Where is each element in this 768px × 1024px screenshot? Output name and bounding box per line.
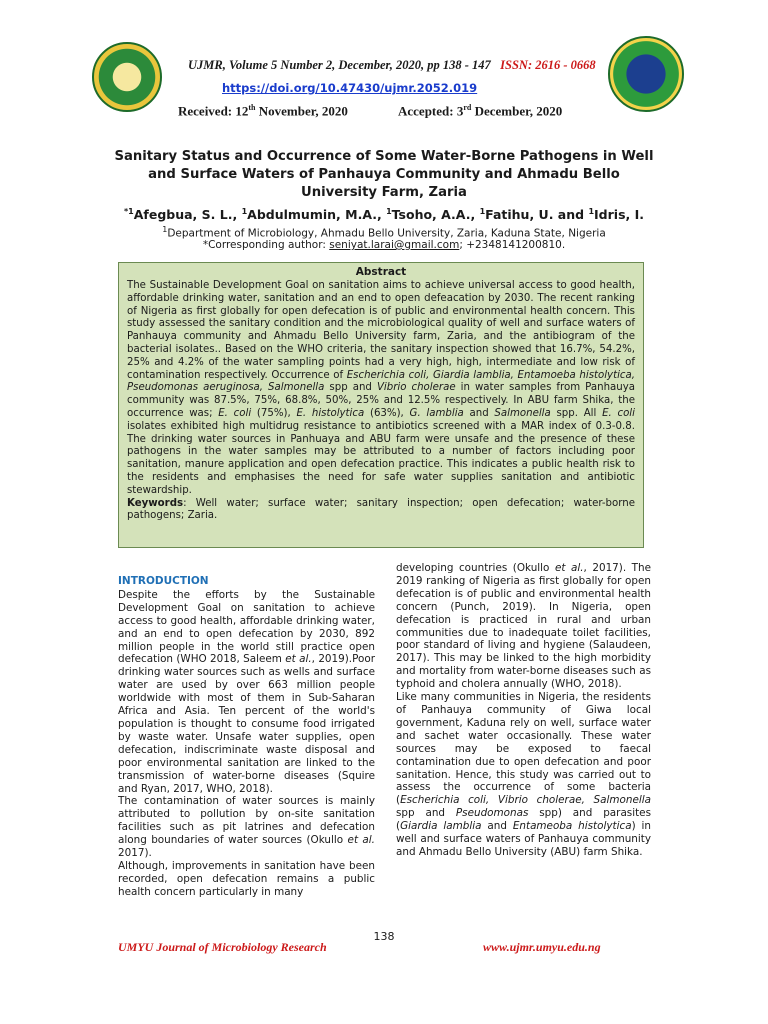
affiliation: $^1$Department of Microbiology, Ahmadu Bello University, Zaria, Kaduna State, Nigeria — [162, 225, 606, 240]
corresponding-author: *Corresponding author: seniyat.larai@gmail.com; +2348141200810. — [202, 239, 566, 251]
abstract-heading: Abstract — [355, 266, 407, 278]
author-list: $^{*1}$Afegbua, S. L., $^1$Abdulmumin, M.A., $^1$Tsoho, A.A., $^1$Fatihu, U. and $^1$Idris, I. — [123, 207, 645, 223]
intro-paragraph: The contamination of water sources is mainly attributed to pollution by on-site sanitation facilities such as pit latrines and defecation along boundaries of water sources (Okullo et al. 2017). — [118, 795, 375, 860]
received-date: Received: 12th November, 2020 — [178, 103, 348, 119]
keywords: Keywords: Well water; surface water; sanitary inspection; open defecation; water-borne pathogens; Zaria. — [127, 497, 635, 522]
introduction-left-column — [118, 575, 375, 899]
intro-paragraph: Like many communities in Nigeria, the residents of Panhauya community of Giwa local government, Kaduna rely on well, surface water and sachet water occasionally. These water sources may be exposed to faecal contamination due to open defecation and poor sanitation. Hence, this study was carried out to assess the occurrence of some bacteria (Escherichia coli, Vibrio cholerae, Salmonella spp and Pseudomonas spp) and parasites (Giardia lamblia and Entameoba histolytica) in well and surface waters of Panhauya community and Ahmadu Bello University (ABU) farm Shika. — [396, 691, 651, 858]
intro-paragraph: developing countries (Okullo et al., 2017). The 2019 ranking of Nigeria as first globally for open defecation is of public and environmental health concern (Punch, 2019). In Nigeria, open defecation is practiced in rural and urban communities due to inadequate toilet facilities, poor standard of living and hygiene (Salaudeen, 2017). This may be linked to the high morbidity and mortality from water-borne diseases such as typhoid and cholera annually (WHO, 2018). — [396, 562, 651, 691]
footer-website-link[interactable]: www.ujmr.umyu.edu.ng — [483, 940, 601, 954]
accepted-date: Accepted: 3rd December, 2020 — [398, 103, 563, 119]
author-email-link[interactable]: seniyat.larai@gmail.com — [329, 239, 460, 251]
introduction-right-column — [396, 562, 651, 859]
intro-paragraph: Although, improvements in sanitation have been recorded, open defecation remains a public health concern particularly in many — [118, 859, 375, 898]
university-seal-icon — [92, 42, 162, 112]
footer-journal-name: UMYU Journal of Microbiology Research — [118, 940, 327, 954]
journal-seal-icon — [608, 36, 684, 112]
abstract-box — [118, 262, 644, 548]
page-number: 138 — [373, 930, 395, 943]
issn: ISSN: 2616 - 0668 — [500, 58, 596, 72]
intro-paragraph: Despite the efforts by the Sustainable Development Goal on sanitation to achieve access to good health, affordable drinking water, and an end to open defecation by 2030, 892 million people in the world still practice open defecation (WHO 2018, Saleem et al., 2019).Poor drinking water sources such as wells and surface water are used by over 663 million people worldwide with most of them in Sub-Saharan Africa and Asia. Ten percent of the world's population is thought to consume food irrigated by waste water. Unsafe water supplies, open defecation, indiscriminate waste disposal and poor environmental sanitation are linked to the transmission of water-borne diseases (Squire and Ryan, 2017, WHO, 2018). — [118, 588, 375, 795]
introduction-heading: INTRODUCTION — [118, 575, 209, 587]
doi-link[interactable]: https://doi.org/10.47430/ujmr.2052.019 — [222, 81, 478, 95]
journal-citation: UJMR, Volume 5 Number 2, December, 2020, pp 138 - 147 ISSN: 2616 - 0668 — [188, 58, 596, 72]
article-title: Sanitary Status and Occurrence of Some Water-Borne Pathogens in Well and Surface Waters of Panhauya Community and Ahmadu Bello University Farm, Zaria — [114, 149, 654, 200]
abstract-text: The Sustainable Development Goal on sanitation aims to achieve universal access to good health, affordable drinking water, sanitation and an end to open defeacation by 2030. The recent ranking of Nigeria as first globally for open defecation is of public and environmental health concern. This study assessed the sanitary condition and the microbiological quality of well and surface waters of Panhauya community and Ahmadu Bello University farm, Zaria, and the antibiogram of the bacterial isolates.. Based on the WHO criteria, the sanitary inspection showed that 16.7%, 54.2%, 25% and 4.2% of the water sampling points had a very high, high, intermediate and low risk of contamination respectively. Occurrence of Escherichia coli, Giardia lamblia, Entamoeba histolytica, Pseudomonas aeruginosa, Salmonella spp and Vibrio cholerae in water samples from Panhauya community was 87.5%, 75%, 68.8%, 50%, 25% and 12.5% respectively. In ABU farm Shika, the occurrence was; E. coli (75%), E. histolytica (63%), G. lamblia and Salmonella spp. All E. coli isolates exhibited high multidrug resistance to antibiotics screened with a MAR index of 0.3-0.8. The drinking water sources in Panhuaya and ABU farm were unsafe and the presence of these pathogens in the water samples may be attributed to a number of factors including poor sanitation, manure application and open defecation practice. This indicates a public health risk to the residents and emphasises the need for safe water supplies sanitation and antibiotic stewardship. — [127, 280, 635, 496]
